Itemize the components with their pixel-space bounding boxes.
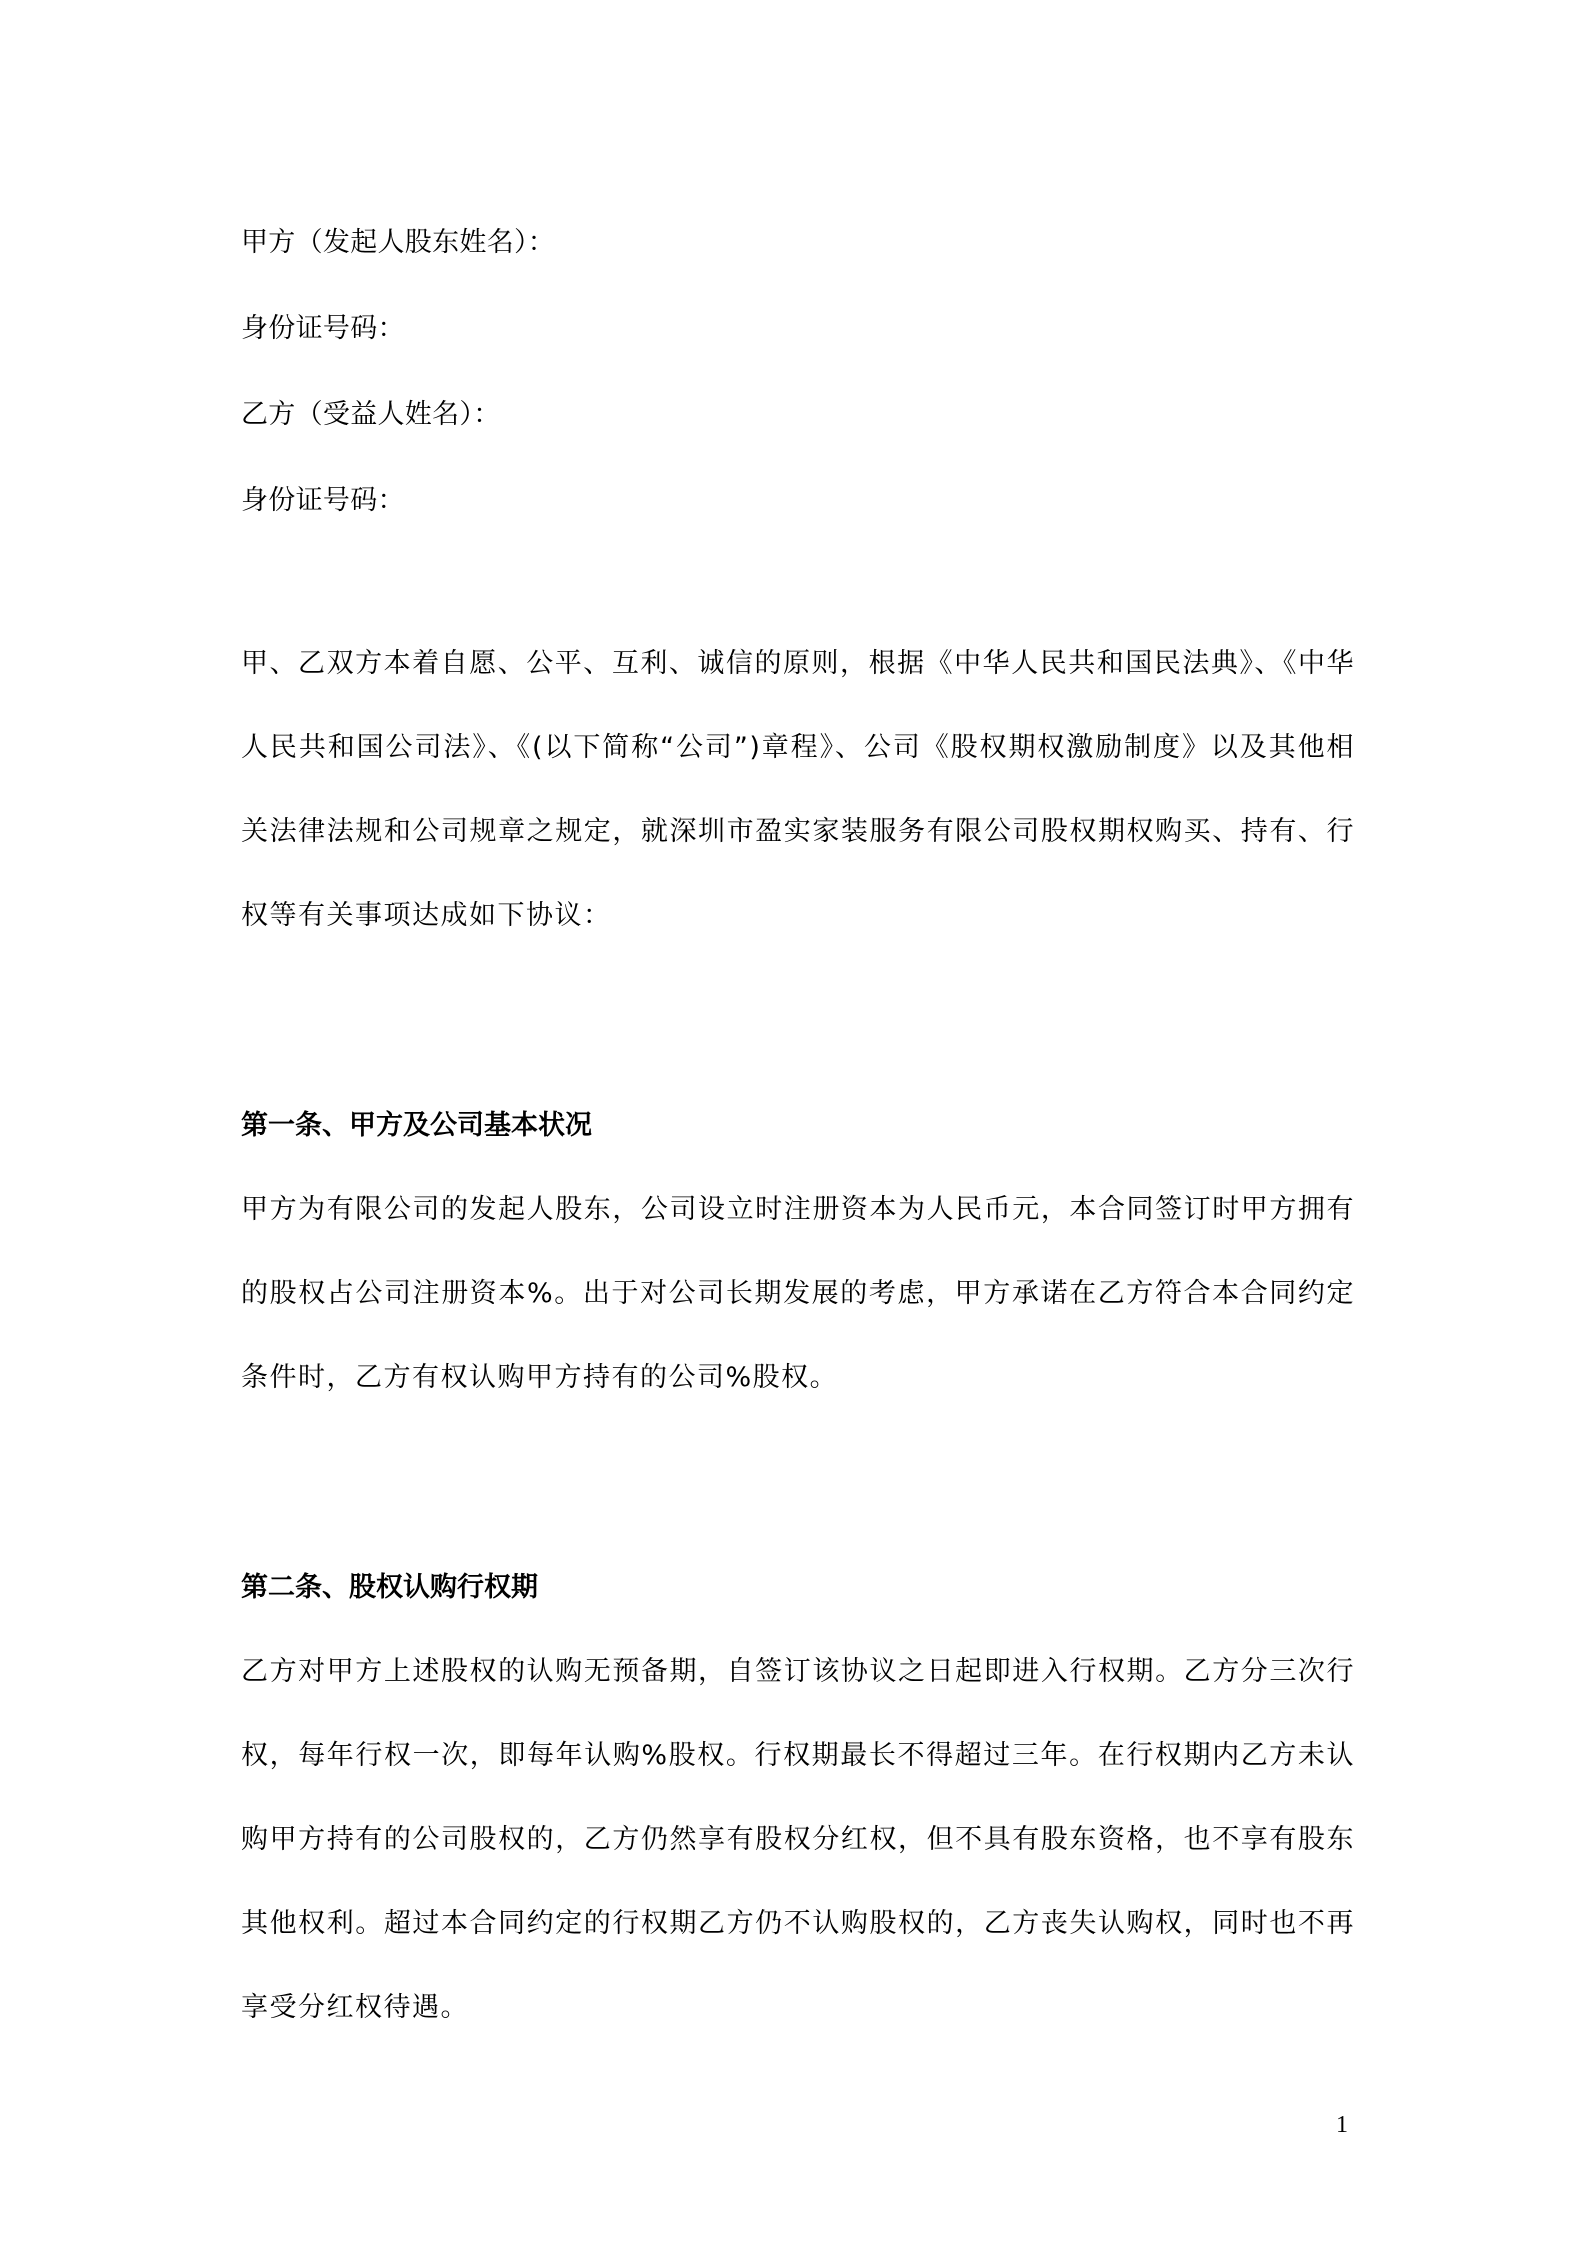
section-2-body: 乙方对甲方上述股权的认购无预备期，自签订该协议之日起即进入行权期。乙方分三次行权，每年行权一次，即每年认购%股权。行权期最长不得超过三年。在行权期内乙方未认购甲方持有的公司股权的，乙方仍然享有股权分红权，但不具有股东资格，也不享有股东其他权利。超过本合同约定的行权期乙方仍不认购股权的，乙方丧失认购权，同时也不再享受分红权待遇。 xyxy=(241,1656,1355,2023)
section-2-heading: 第二条、股权认购行权期 xyxy=(241,1572,538,1603)
spacer xyxy=(241,1420,1355,1546)
page-number: 1 xyxy=(1336,2112,1348,2138)
party-b-id-field: 身份证号码： xyxy=(241,485,405,516)
document-body xyxy=(241,200,1355,2050)
party-a-id-field: 身份证号码： xyxy=(241,313,405,344)
spacer xyxy=(241,544,1355,622)
section-1-heading: 第一条、甲方及公司基本状况 xyxy=(241,1110,592,1141)
intro-paragraph: 甲、乙双方本着自愿、公平、互利、诚信的原则，根据《中华人民共和国民法典》、《中华人民共和国公司法》、《(以下简称“公司”)章程》、公司《股权期权激励制度》以及其他相关法律法规和公司规章之规定，就深圳市盈实家装服务有限公司股权期权购买、持有、行权等有关事项达成如下协议： xyxy=(241,648,1355,931)
party-b-name-field: 乙方（受益人姓名）： xyxy=(241,399,501,430)
party-a-name-field: 甲方（发起人股东姓名）： xyxy=(241,227,556,258)
section-1-body: 甲方为有限公司的发起人股东，公司设立时注册资本为人民币元，本合同签订时甲方拥有的股权占公司注册资本%。出于对公司长期发展的考虑，甲方承诺在乙方符合本合同约定条件时，乙方有权认购甲方持有的公司%股权。 xyxy=(241,1194,1355,1393)
spacer xyxy=(241,958,1355,1084)
